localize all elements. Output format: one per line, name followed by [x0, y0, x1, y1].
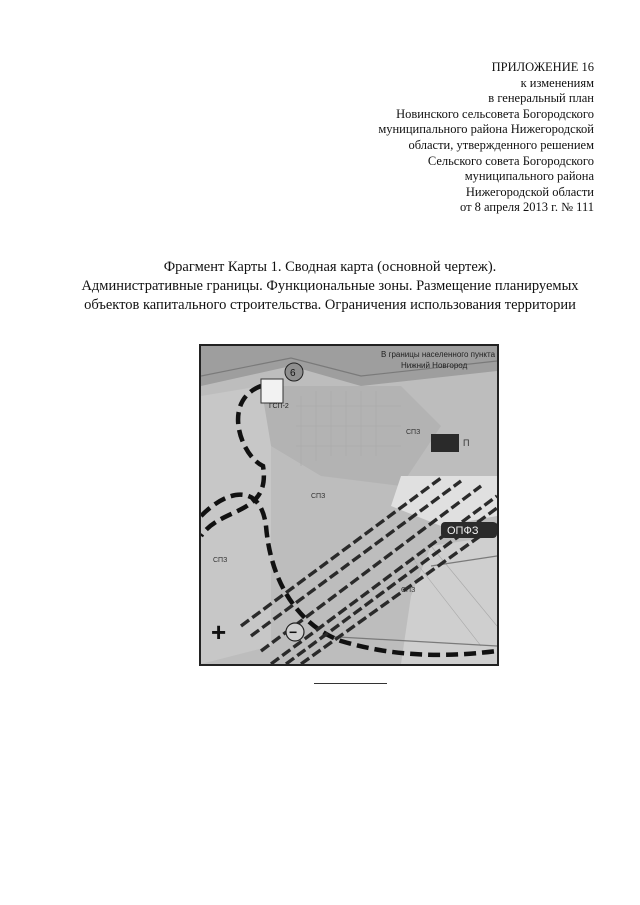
- label-gp: ГСП-2: [269, 403, 289, 410]
- appendix-date-line: от 8 апреля 2013 г. № 111: [460, 200, 594, 215]
- opf-label: ОПФЗ: [447, 525, 479, 537]
- appendix-line: Сельского совета Богородского: [427, 153, 594, 168]
- caption-line: Административные границы. Функциональные зоны. Размещение планируемых: [81, 278, 579, 294]
- caption-line: Фрагмент Карты 1. Сводная карта (основной чертеж).: [163, 259, 497, 275]
- building-block: [261, 379, 283, 403]
- map-fragment: [199, 344, 499, 666]
- zone-label: СПЗ: [401, 587, 416, 594]
- caption-line: объектов капитального строительства. Ограничения использования территории: [84, 297, 576, 313]
- zoom-in-button[interactable]: +: [211, 617, 227, 647]
- zone-label: СПЗ: [311, 493, 326, 500]
- marker-label: 6: [290, 368, 296, 379]
- appendix-line: в генеральный план: [488, 91, 594, 106]
- appendix-line: муниципального района Нижегородской: [378, 122, 594, 137]
- zoom-out-label: −: [289, 624, 298, 640]
- appendix-line: области, утвержденного решением: [408, 137, 594, 152]
- appendix-title: ПРИЛОЖЕНИЕ 16: [491, 60, 594, 74]
- map-header-text-2: Нижний Новгород: [401, 361, 468, 370]
- appendix-line: Новинского сельсовета Богородского: [396, 106, 594, 121]
- appendix-line: муниципального района: [464, 169, 594, 184]
- zone-label: СПЗ: [213, 557, 228, 564]
- bottom-rule: [314, 683, 387, 684]
- map-caption: [50, 258, 610, 315]
- map-header-text-1: В границы населенного пункта: [381, 350, 496, 359]
- appendix-line: к изменениям: [520, 75, 594, 90]
- appendix-block: [294, 60, 594, 216]
- p-label: П: [463, 438, 470, 448]
- legend-symbol: [431, 434, 459, 452]
- zone-label: СПЗ: [406, 429, 421, 436]
- appendix-line: Нижегородской области: [465, 184, 594, 199]
